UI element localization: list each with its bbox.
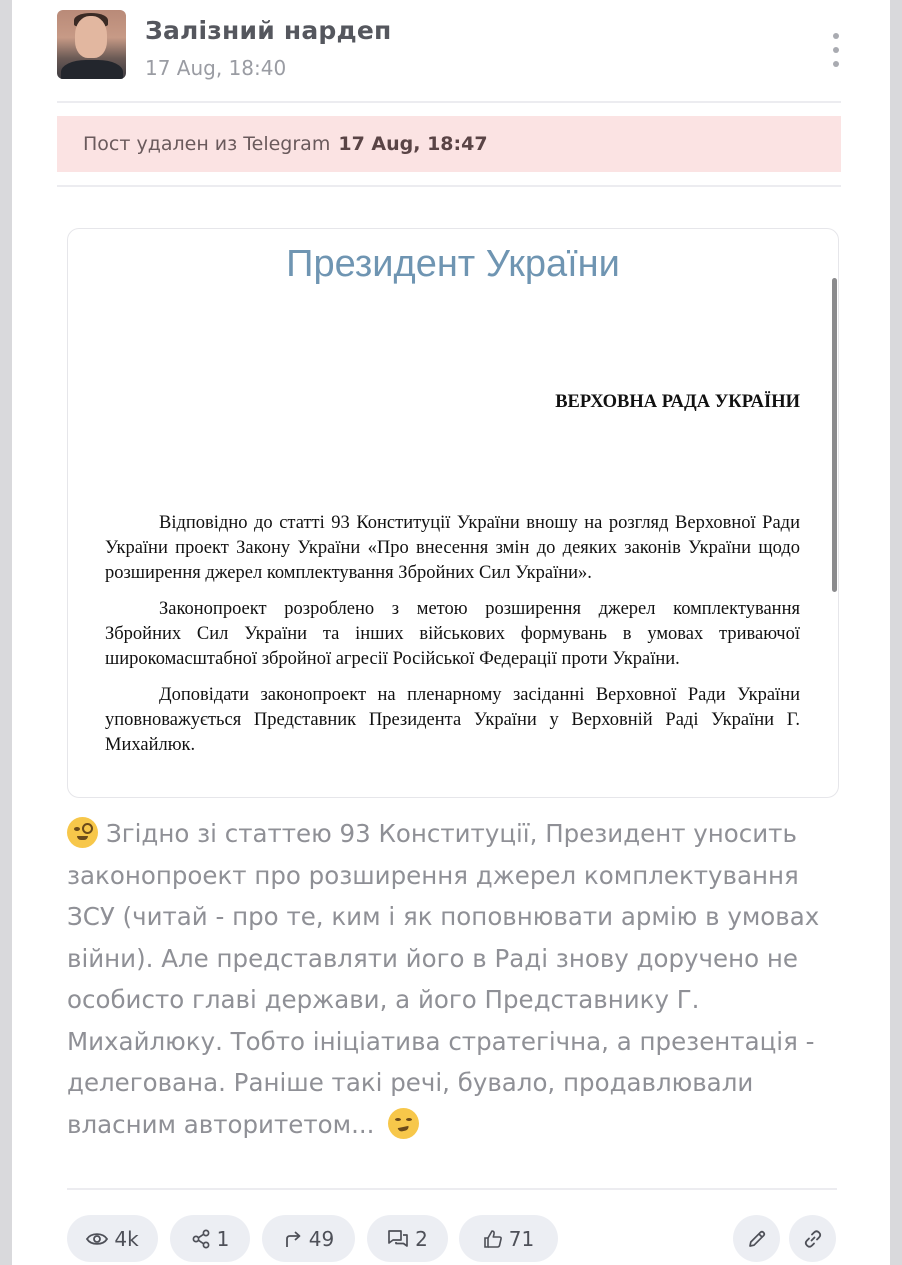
document-body — [105, 511, 800, 769]
forward-icon — [283, 1229, 303, 1249]
comments-button[interactable] — [367, 1215, 448, 1262]
deleted-banner-date: 17 Aug, 18:47 — [338, 133, 488, 155]
post-header — [57, 10, 852, 80]
document-title: Президент України — [286, 243, 620, 285]
document-addressee: ВЕРХОВНА РАДА УКРАЇНИ — [555, 392, 800, 412]
document-paragraph: Доповідати законопроект на пленарному засіданні Верховної Ради України уповноважується Представник Президента України у Верховній Раді України Г. Михайлюк. — [105, 685, 800, 755]
comments-count: 2 — [415, 1226, 428, 1251]
monocle-face-emoji — [67, 817, 98, 848]
divider — [57, 101, 841, 103]
channel-name[interactable]: Залізний нардеп — [145, 16, 392, 45]
forwards-button[interactable] — [262, 1215, 355, 1262]
reactions-button[interactable] — [459, 1215, 558, 1262]
smirk-face-emoji — [388, 1108, 419, 1139]
document-paragraph: Законопроект розроблено з метою розширення джерел комплектування Збройних Сил України та інших військових формувань в умовах триваючої широкомасштабної збройної агресії Російської Федерації проти України. — [105, 599, 800, 669]
views-count: 4k — [114, 1226, 139, 1251]
divider — [67, 1188, 837, 1190]
edit-button[interactable] — [733, 1215, 780, 1262]
comments-icon — [387, 1229, 409, 1249]
document-paragraph: Відповідно до статті 93 Конституції України вношу на розгляд Верховної Ради України проект Закону України «Про внесення змін до деяких законів України щодо розширення джерел комплектування Збройних Сил України». — [105, 513, 800, 583]
avatar[interactable] — [57, 10, 126, 79]
post-document-image[interactable] — [67, 228, 839, 798]
caption-text: Згідно зі статтею 93 Конституції, Президент уносить законопроект про розширення джерел комплектування ЗСУ (читай - про те, ким і як поповнювати армію в умовах війни). Але представляти його в Раді знову доручено не особисто главі держави, а його Представнику Г. Михайлюку. Тобто ініціатива стратегічна, а презентація - делегована. Раніше такі речі, бувало, продавлювали власним авторитетом... — [67, 819, 820, 1139]
deleted-banner — [57, 116, 841, 172]
link-icon — [803, 1229, 823, 1249]
post-date[interactable]: 17 Aug, 18:40 — [145, 56, 287, 80]
share-icon — [191, 1229, 211, 1249]
pencil-icon — [747, 1229, 767, 1249]
document-scrollbar[interactable] — [832, 278, 837, 592]
shares-button[interactable] — [170, 1215, 250, 1262]
reactions-count: 71 — [508, 1226, 535, 1251]
forwards-count: 49 — [308, 1226, 335, 1251]
post-caption — [67, 813, 837, 1145]
thumbs-up-icon — [483, 1229, 503, 1249]
eye-icon — [86, 1231, 108, 1247]
more-vertical-icon[interactable] — [829, 33, 843, 67]
window-frame-left — [0, 0, 12, 1265]
shares-count: 1 — [216, 1226, 230, 1251]
views-counter[interactable] — [67, 1215, 158, 1262]
deleted-banner-text: Пост удален из Telegram — [83, 133, 331, 155]
divider — [57, 185, 841, 187]
copy-link-button[interactable] — [789, 1215, 836, 1262]
window-frame-right — [890, 0, 902, 1265]
